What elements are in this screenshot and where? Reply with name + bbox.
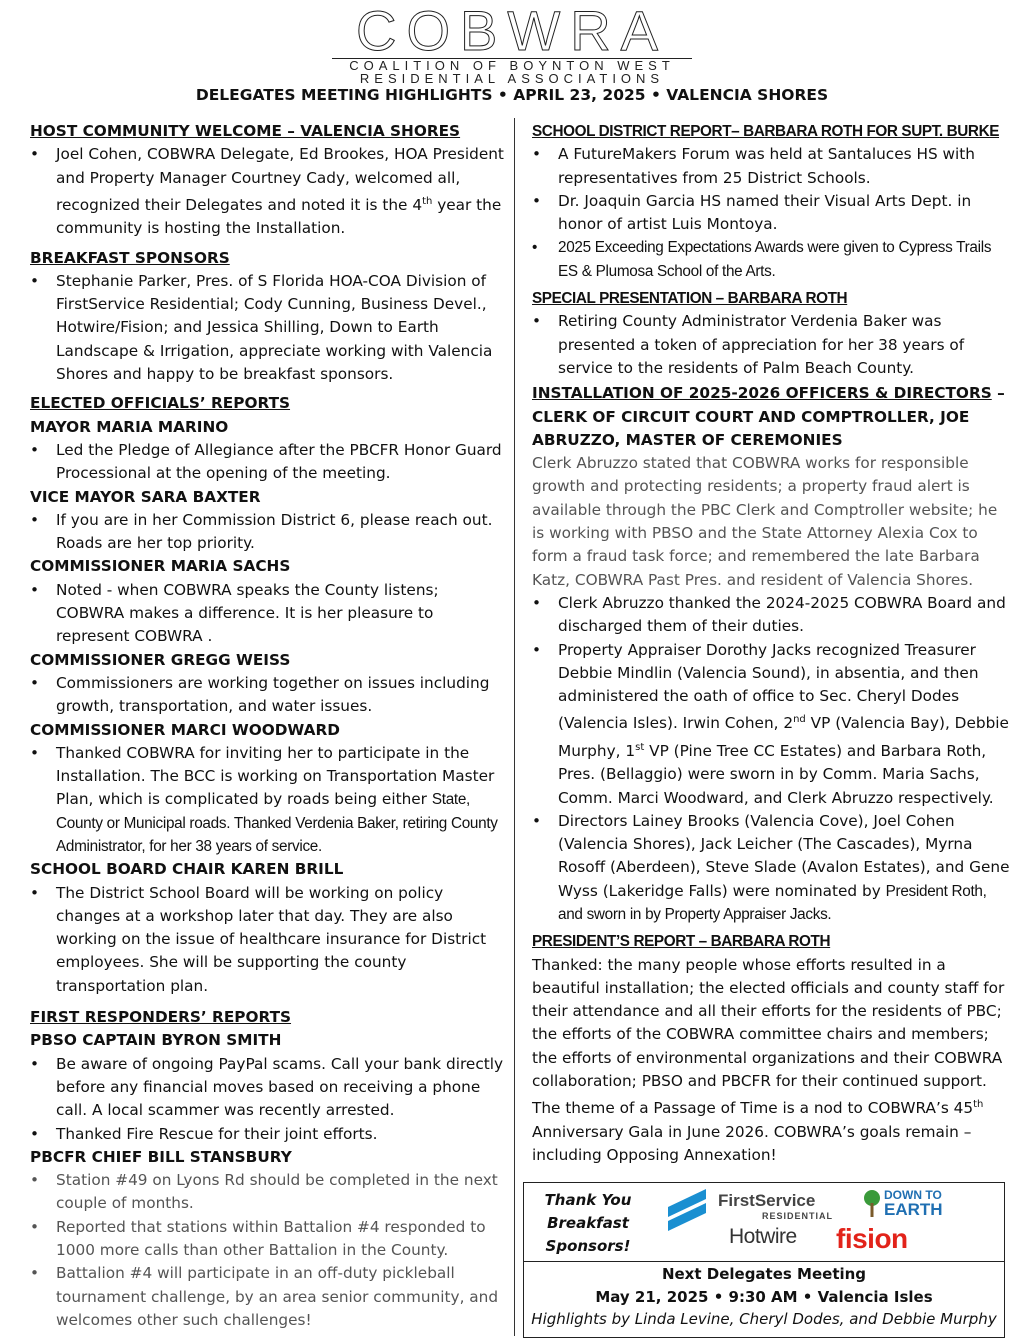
fision-logo: fision [836, 1223, 908, 1254]
logo-subtitle-line2: RESIDENTIAL ASSOCIATIONS [359, 71, 665, 86]
down-to-earth-logo [862, 1189, 946, 1219]
pbso-item: • Thanked Fire Rescue for their joint efforts. [30, 1123, 504, 1146]
sponsor-logos-area [524, 1183, 1004, 1262]
firstservice-name: FirstService [718, 1191, 816, 1210]
logo-subtitle-line1: COALITION OF BOYNTON WEST [349, 58, 675, 73]
host-item [30, 143, 504, 240]
school-item: • A FutureMakers Forum was held at Santaluces HS with representatives from 25 District Schools. [532, 143, 1012, 190]
installation-intro: Clerk Abruzzo stated that COBWRA works for responsible growth and protecting residents; a property fraud alert is available through the PBC Clerk and Comptroller website; he is working with PBSO and the State Attorney Alexia Cox to form a fraud task force; and remembered the late Barbara Katz, COBWRA Past Pres. and resident of Valencia Shores. [532, 454, 998, 589]
president-text [532, 954, 1012, 1168]
school-section-title: SCHOOL DISTRICT REPORT– BARBARA ROTH FOR SUPT. BURKE [532, 123, 1000, 140]
pbso-item: • Be aware of ongoing PayPal scams. Call your bank directly before any financial moves based on receiving a phone call. A local scammer was recently arrested. [30, 1053, 504, 1123]
installation-item2-c: VP (Pine Tree CC Estates) and Barbara Roth, Pres. (Bellaggio) were sworn in by Comm. Maria Sachs, Comm. Marci Woodward, and Clerk Abruzzo respectively. [558, 741, 994, 807]
sachs-heading: COMMISSIONER MARIA SACHS [30, 557, 291, 576]
pbcfr-item: • Battalion #4 will participate in an off-duty pickleball tournament challenge, by an area senior community, and welcomes other such challenges! [30, 1262, 504, 1332]
president-section-title: PRESIDENT’S REPORT – BARBARA ROTH [532, 933, 831, 951]
firstservice-sub: RESIDENTIAL [762, 1211, 834, 1221]
installation-item3-a: Directors Lainey Brooks (Valencia Cove), Joel Cohen (Valencia Shores), Jack Leicher (The Cascades), Myrna Rosoff (Aberdeen), Steve Slade (Avalon Estates), and Gene Wyss (Lakeridge Falls) were nominated by [558, 811, 1010, 900]
school-item: • Dr. Joaquin Garcia HS named their Visual Arts Dept. in honor of artist Luis Montoya. [532, 190, 1012, 237]
special-section-title: SPECIAL PRESENTATION – BARBARA ROTH [532, 290, 848, 308]
breakfast-item: • Stephanie Parker, Pres. of S Florida HOA-COA Division of FirstService Residential; Cody Cunning, Business Devel., Hotwire/Fision; and Jessica Shilling, Down to Earth Landscape & Irrigation, appreciate working with Valencia Shores and happy to be breakfast sponsors. [30, 270, 504, 386]
brill-item: • The District School Board will be working on policy changes at a workshop later that day. They are also working on the issue of healthcare insurance for District employees. She will be supporting the county transportation plan. [30, 882, 504, 998]
dte-line2: EARTH [884, 1200, 943, 1219]
sponsor-box [523, 1182, 1005, 1338]
installation-title-underlined: INSTALLATION OF 2025-2026 OFFICERS & DIRECTORS [532, 384, 992, 403]
left-column [30, 116, 504, 1332]
right-column [532, 116, 1012, 1167]
installation-item2-a: Property Appraiser Dorothy Jacks recognized Treasurer Debbie Mindlin (Valencia Sound), in absentia, and then administered the oath of office to Sec. Cheryl Dodes (Valencia Isles). Irwin Cohen, 2 [558, 640, 979, 733]
weiss-heading: COMMISSIONER GREGG WEISS [30, 650, 291, 669]
host-section-title: HOST COMMUNITY WELCOME – VALENCIA SHORES [30, 122, 461, 140]
elected-section-title: ELECTED OFFICIALS’ REPORTS [30, 394, 291, 413]
vice-mayor-item: • If you are in her Commission District 6, please reach out. Roads are her top priority. [30, 509, 504, 556]
installation-item2-sup2: st [635, 741, 645, 753]
thanks-line2: Breakfast [547, 1214, 629, 1232]
highlights-credits: Highlights by Linda Levine, Cheryl Dodes, and Debbie Murphy [531, 1310, 997, 1328]
installation-item [532, 639, 1012, 810]
installation-item2-b: VP (Valencia Bay), Debbie Murphy, 1 [558, 714, 1009, 760]
thank-you-sponsors [532, 1189, 644, 1258]
host-text-b: year the community is hosting the Installation. [56, 195, 502, 238]
mayor-heading: MAYOR MARIA MARINO [30, 417, 229, 436]
woodward-text-b: State, County or Municipal roads. Thanked Verdenia Baker, retiring County Administrator, for her 38 years of service. [56, 791, 498, 855]
next-meeting-details: May 21, 2025 • 9:30 AM • Valencia Isles [595, 1287, 933, 1306]
vice-mayor-heading: VICE MAYOR SARA BAXTER [30, 487, 261, 506]
president-text-b: Anniversary Gala in June 2026. COBWRA’s goals remain – including Opposing Annexation! [532, 1122, 972, 1165]
woodward-text-a: Thanked COBWRA for inviting her to participate in the Installation. The BCC is working on Transportation Master Plan, which is complicated by roads being either [56, 743, 495, 809]
installation-item [532, 810, 1012, 926]
pbcfr-heading: PBCFR CHIEF BILL STANSBURY [30, 1147, 292, 1166]
president-sup: th [973, 1099, 984, 1111]
mayor-item: • Led the Pledge of Allegiance after the PBCFR Honor Guard Processional at the opening of the meeting. [30, 439, 504, 486]
special-item: • Retiring County Administrator Verdenia Baker was presented a token of appreciation for her 38 years of service to the residents of Palm Beach County. [532, 310, 1012, 380]
host-sup: th [422, 195, 433, 207]
installation-item: • Clerk Abruzzo thanked the 2024-2025 COBWRA Board and discharged them of their duties. [532, 592, 1012, 639]
sachs-item: • Noted - when COBWRA speaks the County listens; COBWRA makes a difference. It is her pleasure to represent COBWRA . [30, 579, 504, 649]
breakfast-section-title: BREAKFAST SPONSORS [30, 248, 230, 267]
pbcfr-item: • Station #49 on Lyons Rd should be completed in the next couple of months. [30, 1169, 504, 1216]
page-headline: DELEGATES MEETING HIGHLIGHTS • APRIL 23, 2025 • VALENCIA SHORES [195, 86, 829, 104]
thanks-line3: Sponsors! [545, 1237, 631, 1255]
next-meeting [524, 1263, 1004, 1331]
president-text-a: Thanked: the many people whose efforts resulted in a beautiful installation; the elected officials and county staff for their attendance and all their efforts for the residents of PBC; the efforts of the COBWRA committee chairs and members; the efforts of environmental organizations and their COBWRA collaboration; PBSO and PBCFR for their continued support. The theme of a Passage of Time is a nod to COBWRA’s 45 [532, 955, 1005, 1118]
dte-line1: DOWN TO [884, 1188, 942, 1202]
installation-title-rest: – CLERK OF CIRCUIT COURT AND COMPTROLLER, JOE ABRUZZO, MASTER OF CEREMONIES [532, 384, 1005, 449]
next-meeting-title: Next Delegates Meeting [661, 1265, 867, 1283]
installation-item2-sup1: nd [793, 714, 806, 726]
weiss-item: • Commissioners are working together on issues including growth, transportation, and water issues. [30, 672, 504, 719]
host-text-a: Joel Cohen, COBWRA Delegate, Ed Brookes, HOA President and Property Manager Courtney Cady, welcomed all, recognized their Delegates and noted it is the 4 [56, 145, 504, 214]
installation-section-title [532, 382, 1012, 452]
installation-item3-b: President Roth, and sworn in by Property Appraiser Jacks. [558, 882, 987, 923]
firstservice-mark-icon [666, 1187, 714, 1233]
masthead [0, 0, 1024, 86]
pbcfr-item: • Reported that stations within Battalion #4 responded to 1000 more calls than other Battalion in the County. [30, 1216, 504, 1263]
pbso-heading: PBSO CAPTAIN BYRON SMITH [30, 1031, 282, 1050]
tree-icon [862, 1189, 882, 1219]
cobwra-logo: COBWRA [356, 0, 668, 62]
column-divider [514, 118, 515, 1336]
first-responders-section-title: FIRST RESPONDERS’ REPORTS [30, 1008, 292, 1027]
woodward-heading: COMMISSIONER MARCI WOODWARD [30, 720, 340, 739]
thanks-line1: Thank You [544, 1191, 632, 1209]
hotwire-logo: Hotwire [729, 1225, 797, 1248]
school-item: • 2025 Exceeding Expectations Awards were given to Cypress Trails ES & Plumosa School of the Arts. [532, 236, 1012, 283]
dte-text [884, 1189, 943, 1218]
brill-heading: SCHOOL BOARD CHAIR KAREN BRILL [30, 860, 344, 879]
woodward-item [30, 742, 504, 858]
